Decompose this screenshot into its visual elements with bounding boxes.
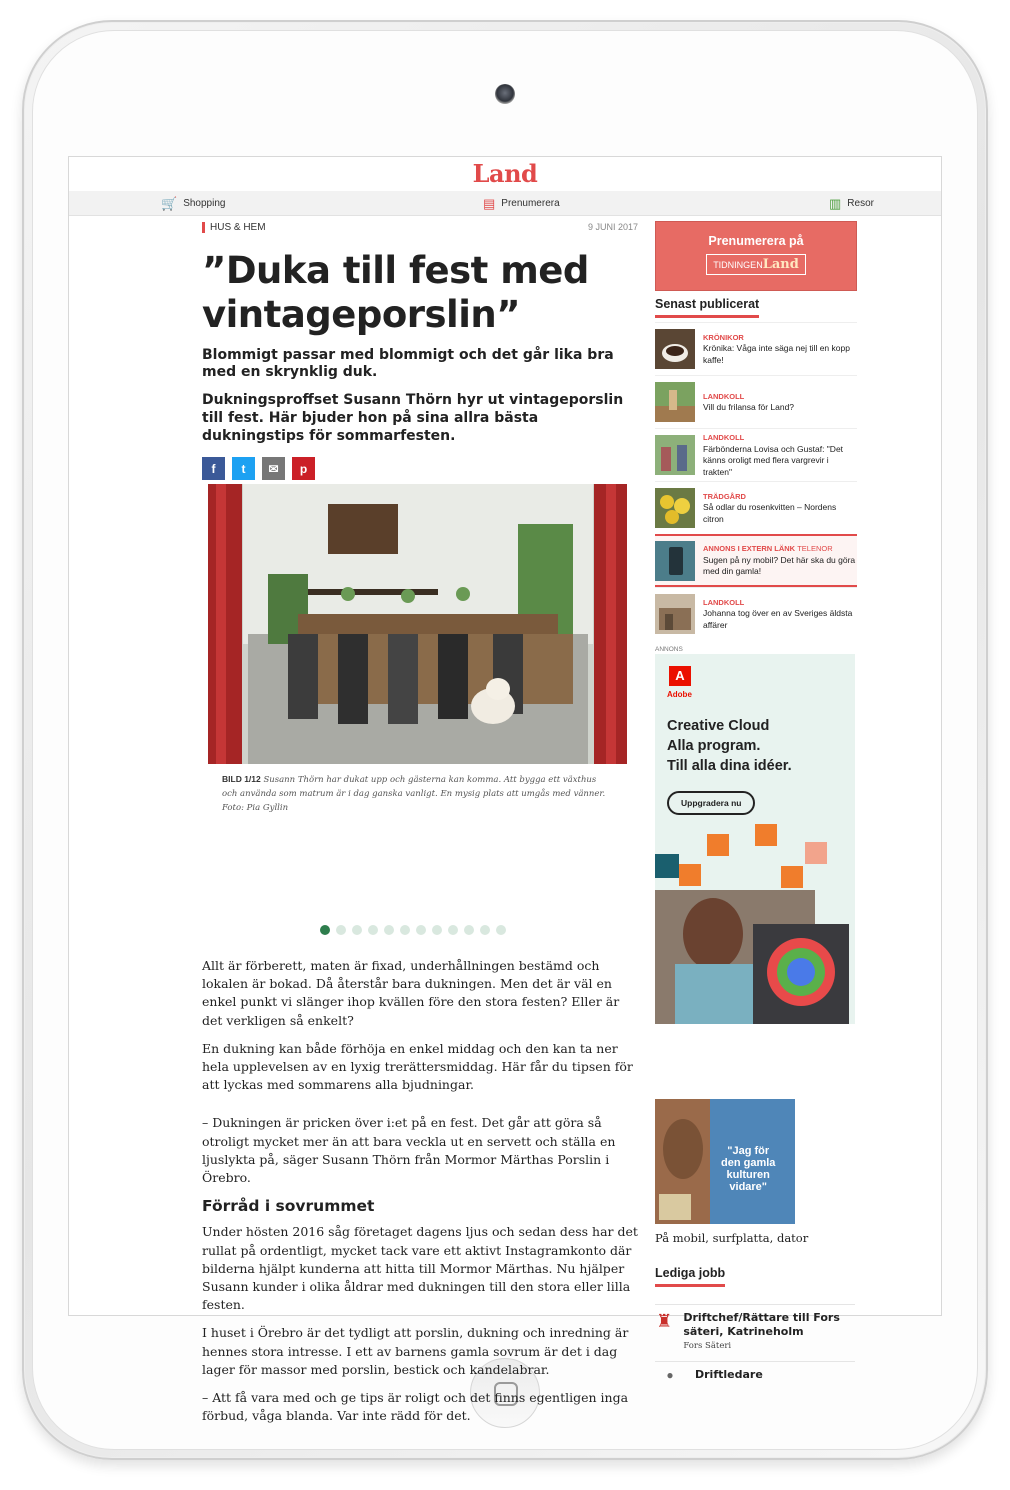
envelope-icon: ✉ <box>268 461 279 476</box>
jobs-heading: Lediga jobb <box>655 1266 725 1287</box>
job-title: Driftchef/Rättare till Fors säteri, Katrineholm <box>683 1311 840 1338</box>
magazine-cover-line: vidare" <box>729 1181 768 1193</box>
pinterest-share-button[interactable] <box>292 457 315 480</box>
newspaper-icon: ▤ <box>483 195 496 211</box>
carousel-dot[interactable] <box>352 925 362 935</box>
magazine-cover-line: den gamla <box>721 1157 776 1169</box>
news-item[interactable] <box>655 587 857 640</box>
body-paragraph: En dukning kan både förhöja en enkel middag och den kan ta ner hela upplevelsen av en lyxig trerättersmiddag. Här får du tipsen för att lyckas med sommarens alla bjudningar. <box>202 1040 633 1093</box>
article-meta <box>202 219 638 235</box>
article-subhead: Förråd i sovrummet <box>202 1197 375 1216</box>
publish-date: 9 JUNI 2017 <box>587 222 638 232</box>
news-item[interactable] <box>655 481 857 534</box>
adobe-headline <box>667 716 792 776</box>
magazine-cover-headline <box>721 1145 775 1193</box>
news-kicker: LANDKOLL <box>703 597 745 607</box>
latest-heading: Senast publicerat <box>655 297 759 318</box>
adobe-headline-line: Till alla dina idéer. <box>667 758 792 774</box>
article-intro: Dukningsproffset Susann Thörn hyr ut vintageporslin till fest. Här bjuder hon på sina allra bästa dukningstips för sommarfesten. <box>202 392 624 444</box>
coffee-thumbnail <box>655 329 695 369</box>
sponsored-label: ANNONS I EXTERN LÄNK <box>703 544 796 554</box>
upgrade-button[interactable]: Uppgradera nu <box>667 791 755 815</box>
body-paragraph: Under hösten 2016 såg företaget dagens ljus och sedan dess har det rullat på ordentligt, mycket tack vare ett aktivt Instagramkonto där bilderna hjälpt kunderna att hitta till Mormor Märthas. Nu hjälper Susann kunder i olika åldrar med dukningen till den stora eller lilla festen. <box>202 1224 638 1313</box>
news-title: Sugen på ny mobil? Det här ska du göra med din gamla! <box>703 554 856 577</box>
facebook-share-button[interactable] <box>202 457 225 480</box>
greenhouse-dining-photo <box>208 484 627 764</box>
subscribe-logo-name: Land <box>762 257 799 272</box>
carousel-dot[interactable] <box>496 925 506 935</box>
job-logo-icon: ● <box>666 1368 674 1382</box>
nav-subscribe-label: Prenumerera <box>501 198 560 209</box>
article-photo[interactable] <box>208 484 627 764</box>
news-kicker: LANDKOLL <box>703 433 745 442</box>
sponsored-news-item[interactable] <box>655 534 857 587</box>
adobe-ad-artwork <box>655 824 855 1024</box>
news-title: Krönika: Våga inte säga nej till en kopp kaffe! <box>703 343 850 365</box>
article-body <box>202 957 638 1435</box>
article <box>202 219 638 1424</box>
site-logo[interactable]: Land <box>472 159 538 188</box>
carousel-dot[interactable] <box>432 925 442 935</box>
latest-list <box>655 322 857 640</box>
job-title: Driftledare <box>695 1368 763 1381</box>
body-paragraph: I huset i Örebro är det tydligt att porslin, dukning och inredning är hennes stora intresse. I ett av barnens gamla sovrum är det i dag lager för massor med porslin, bestick och kandelabrar. <box>202 1325 629 1377</box>
facebook-icon: f <box>211 461 216 476</box>
news-title: Färbönderna Lovisa och Gustaf: "Det känns oroligt med flera vargrevir i trakten" <box>703 443 844 477</box>
suitcase-icon: ▥ <box>829 195 842 211</box>
nav-travel-label: Resor <box>847 198 874 209</box>
adobe-headline-line: Alla program. <box>667 738 761 754</box>
section-tag[interactable]: HUS & HEM <box>202 222 266 233</box>
article-lead: Blommigt passar med blommigt och det går lika bra med en skrynklig duk. <box>202 347 614 380</box>
job-listing[interactable] <box>655 1361 855 1402</box>
adobe-ad[interactable] <box>655 654 855 1024</box>
news-title: Johanna tog över en av Sveriges äldsta affärer <box>703 608 853 630</box>
news-title: Vill du frilansa för Land? <box>703 402 795 412</box>
body-paragraph: Allt är förberett, maten är fixad, underhållningen bestämd och lokalen är bokad. Då återstår bara dukningen. Men det är väl en enkel punkt vi slänger ihop kvällen före den stora festen? Eller är det verkligen så enkelt? <box>202 958 620 1028</box>
crest-icon: ♜ <box>656 1311 673 1331</box>
camera-icon <box>495 84 515 104</box>
magazine-cover-line: kulturen <box>726 1169 770 1181</box>
news-title: Så odlar du rosenkvitten – Nordens citron <box>703 502 837 524</box>
job-listing[interactable] <box>655 1304 855 1351</box>
nav-shopping-label: Shopping <box>183 198 226 209</box>
masthead <box>69 157 941 191</box>
subscribe-logo-prefix: TIDNINGEN <box>713 260 763 270</box>
top-nav <box>69 191 941 216</box>
twitter-icon: t <box>241 461 246 476</box>
pinterest-icon: p <box>299 461 308 476</box>
shop-thumbnail <box>655 594 695 634</box>
nav-travel[interactable] <box>829 191 874 216</box>
subscribe-box[interactable] <box>655 221 857 291</box>
news-kicker: KRÖNIKOR <box>703 332 744 342</box>
farmers-thumbnail <box>655 435 695 475</box>
news-kicker <box>703 543 857 555</box>
news-kicker: LANDKOLL <box>703 391 745 401</box>
ad-label: ANNONS <box>655 646 683 653</box>
carousel-dot[interactable] <box>400 925 410 935</box>
news-kicker: TRÄDGÅRD <box>703 491 746 501</box>
subscribe-logo <box>706 254 806 275</box>
browser-screen <box>68 156 942 1424</box>
adobe-brand: Adobe <box>667 690 692 699</box>
nav-shopping[interactable] <box>161 191 225 216</box>
quince-thumbnail <box>655 488 695 528</box>
carousel-dot[interactable] <box>320 925 330 935</box>
news-item[interactable] <box>655 428 857 481</box>
body-paragraph: – Dukningen är pricken över i:et på en fest. Det går att göra så otroligt mycket mer än att bara veckla ut en servett och ställa en ljuslykta på, säger Susann Thörn från Mormor Märthas Porslin i Örebro. <box>202 1115 616 1186</box>
share-buttons <box>202 457 638 480</box>
nav-subscribe[interactable] <box>483 191 560 216</box>
twitter-share-button[interactable] <box>232 457 255 480</box>
caption-text: Susann Thörn har dukat upp och gästerna kan komma. Att bygga ett växthus och använda som matrum är i dag ganska vanligt. En mysig plats att umgås med vänner. Foto: Pia Gyllin <box>222 775 606 813</box>
subscribe-title: Prenumerera på <box>708 234 804 248</box>
email-share-button[interactable] <box>262 457 285 480</box>
carousel-dot[interactable] <box>448 925 458 935</box>
carousel-dot[interactable] <box>480 925 490 935</box>
adobe-logo-icon: A <box>669 666 691 686</box>
image-counter: BILD 1/12 <box>222 774 261 784</box>
magazine-cover[interactable] <box>655 1099 795 1224</box>
magazine-caption: På mobil, surfplatta, dator <box>655 1231 809 1245</box>
article-headline: ”Duka till fest med vintageporslin” <box>202 249 589 336</box>
sidebar <box>655 221 857 1382</box>
magazine-cover-line: "Jag för <box>727 1145 770 1157</box>
carousel-dot[interactable] <box>464 925 474 935</box>
carousel-dot[interactable] <box>368 925 378 935</box>
body-paragraph: – Att få vara med och ge tips är roligt och det finns egentligen inga förbud, våga blanda. Var inte rädd för det. <box>202 1390 629 1424</box>
job-company: Fors Säteri <box>683 1341 732 1351</box>
photo-caption <box>222 772 612 815</box>
carousel-dot[interactable] <box>384 925 394 935</box>
news-item[interactable] <box>655 375 857 428</box>
carousel-dots[interactable] <box>320 925 506 935</box>
adobe-headline-line: Creative Cloud <box>667 718 770 734</box>
field-thumbnail <box>655 382 695 422</box>
sponsor-name: TELENOR <box>797 544 833 554</box>
carousel-dot[interactable] <box>336 925 346 935</box>
cart-icon: 🛒 <box>161 195 178 211</box>
news-item[interactable] <box>655 322 857 375</box>
phone-thumbnail <box>655 541 695 581</box>
carousel-dot[interactable] <box>416 925 426 935</box>
